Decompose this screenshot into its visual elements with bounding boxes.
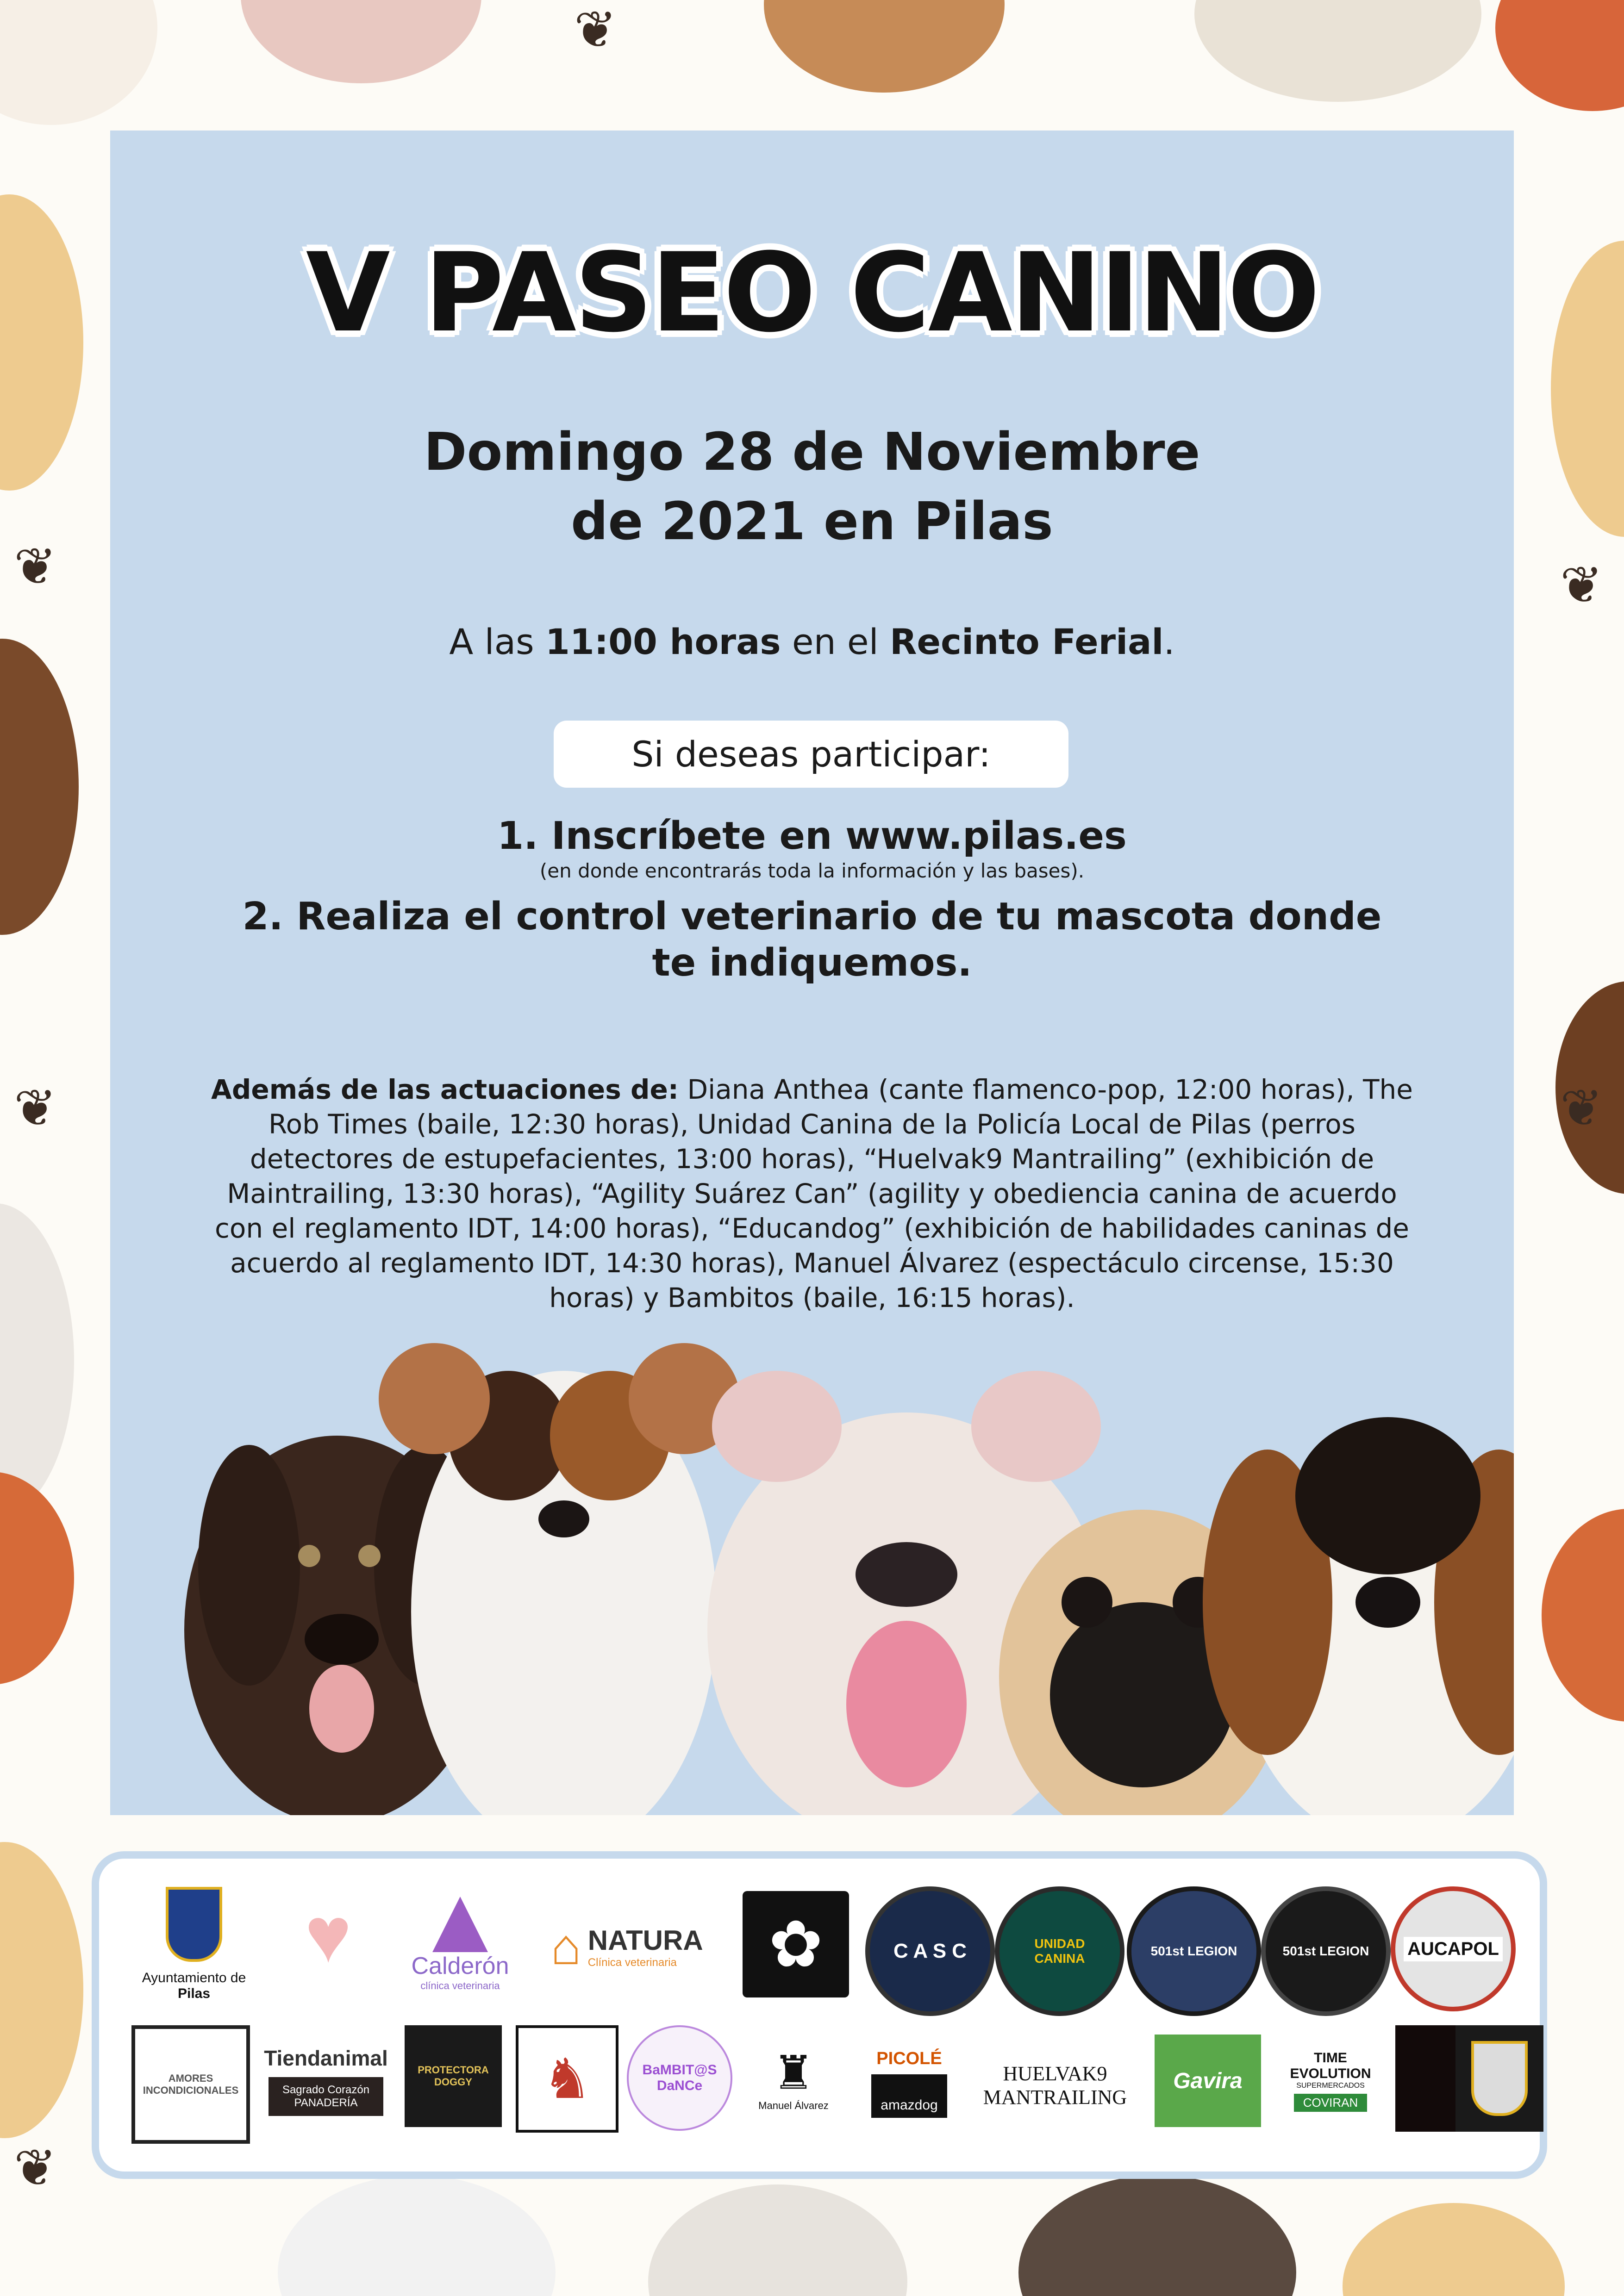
step-2 [110,894,1514,986]
event-title: V PASEO CANINO [306,230,1318,356]
paw-print-icon: ❦ [14,1078,57,1138]
background-dog-head [764,0,1005,93]
legion-text-2: 501st LEGION [1282,1944,1369,1958]
calderon-name: Calderón [411,1953,509,1979]
unidad-canina-logo [995,1886,1124,2016]
step-1-note: (en donde encontrarás toda la información y las bases). [539,859,1085,882]
acrobat-icon: ♜ [773,2047,814,2099]
date-line-2: de 2021 en Pilas [571,492,1053,552]
natura-logo [530,1900,724,1993]
panaderia-name: Sagrado Corazón PANADERÍA [269,2077,383,2116]
crest-icon [166,1887,222,1962]
background-dog-head [1495,0,1624,111]
ayuntamiento-town: Pilas [177,1986,211,2001]
protectora-text: PROTECTORA DOGGY [418,2064,489,2088]
time-prefix: A las [449,621,534,662]
event-time-place [110,621,1514,662]
legion-text-1: 501st LEGION [1150,1944,1237,1958]
performances-lead: Además de las actuaciones de: [211,1074,679,1105]
501st-legion-logo [1261,1886,1391,2016]
background-dog-head [1551,241,1624,537]
background-dog-head [0,639,79,935]
step-1 [110,813,1514,859]
background-dog-head [278,2175,556,2296]
time-suffix: . [1163,621,1175,662]
dog-outline-icon: ⌂ [550,1918,581,1975]
gavira-logo [1155,2035,1261,2127]
ayuntamiento-label [131,1970,256,2002]
tiendanimal-name: Tiendanimal [264,2046,388,2070]
background-dog-head [0,1203,74,1518]
unidad-canina-text: UNIDAD CANINA [1034,1936,1085,1966]
background-dog-head [648,2184,907,2296]
gavira-text: Gavira [1173,2068,1243,2093]
time-evolution-logo [1275,2035,1386,2127]
step-2-text: Realiza el control veterinario de tu mascota donde te indiquemos. [296,895,1382,985]
manuel-text: Manuel Álvarez [758,2099,829,2111]
event-time: 11:00 horas [545,621,781,662]
event-place: Recinto Ferial [889,621,1164,662]
poster-panel [110,131,1514,1815]
amores-incondicionales-logo [131,2025,250,2144]
manuel-alvarez-logo [747,2018,840,2139]
coviran-text: COVIRAN [1294,2094,1367,2112]
paw-circle-logo [743,1891,849,1997]
background-dog-head [1542,1509,1624,1722]
picole-amazdog-logo [858,2018,960,2148]
dancer-icon: ♞ [542,2047,592,2110]
time-middle: en el [792,621,879,662]
casc-logo [865,1886,995,2016]
step-1-number: 1. [497,814,538,858]
background-dog-head [0,1842,83,2138]
amazdog-text: amazdog [871,2074,947,2118]
participate-label: Si deseas participar: [554,721,1068,788]
bambitos-text: BaMBIT@S DaNCe [642,2062,717,2093]
tiendanimal-logo [256,2025,395,2136]
protectora-logo [405,2025,502,2127]
background-dog-head [1194,0,1481,102]
ayuntamiento-pilas-logo [131,1886,256,2002]
calderon-logo [395,1886,525,2002]
shield-icon [1471,2041,1528,2116]
background-dog-head [241,0,481,83]
huelvak9-logo [969,2044,1141,2127]
paw-print-icon: ❦ [1560,1078,1603,1138]
picole-text: PICOLÉ [876,2048,942,2068]
heart-icon: ♥ [305,1891,352,1979]
performances-text [203,1072,1421,1315]
natura-name: NATURA [587,1924,703,1956]
step-1-text: Inscríbete en www.pilas.es [551,814,1127,858]
background-dog-head [1018,2175,1296,2296]
huelvak9-line-2: MANTRAILING [983,2086,1127,2109]
ayuntamiento-prefix: Ayuntamiento de [142,1970,246,1985]
natura-sub: Clínica veterinaria [587,1956,677,1969]
paw-icon: ✿ [768,1907,823,1980]
time-evolution-sub: SUPERMERCADOS [1296,2081,1365,2090]
bambitos-logo [627,2025,732,2131]
spanish-garrison-logo [1127,1886,1261,2016]
background-dog-head [1343,2203,1565,2296]
performances-list: Diana Anthea (cante flamenco-pop, 12:00 horas), The Rob Times (baile, 12:30 horas), Unidad Canina de la Policía Local de Pilas (perros detectores de estupefacientes, 13:00 horas), “Huelvak9 Mantrailing” (exhibición de Maintrailing, 13:30 horas), “Agility Suárez Can” (agility y obediencia canina de acuerdo con el reglamento IDT, 14:00 horas), “Educandog” (exhibición de habilidades caninas de acuerdo al reglamento IDT, 14:30 horas), Manuel Álvarez (espectáculo circense, 15:30 horas) y Bambitos (baile, 16:15 horas). [215,1074,1413,1313]
time-evolution-name: TIME EVOLUTION [1290,2050,1371,2081]
aucapol-logo [1391,1886,1516,2011]
aucapol-text: AUCAPOL [1404,1937,1503,1961]
paw-print-icon: ❦ [14,2138,57,2197]
participation-steps [110,813,1514,986]
rob-times-logo [516,2025,618,2133]
calderon-sub: clínica veterinaria [420,1980,500,1991]
background-dog-head [0,1472,74,1685]
sponsors-box [92,1851,1547,2179]
origami-dog-icon [432,1897,488,1952]
background-dog-head [0,0,157,125]
heart-paws-logo [284,1891,372,1979]
amores-text: AMORES INCONDICIONALES [143,2072,239,2096]
casc-text: C A S C [893,1940,967,1962]
paw-print-icon: ❦ [1560,555,1603,615]
event-date [110,417,1514,556]
step-2-number: 2. [242,895,283,939]
puppies-photo [110,1343,1514,1815]
background-dog-head [0,194,83,491]
paw-print-icon: ❦ [14,537,57,596]
paw-print-icon: ❦ [574,0,617,59]
coat-of-arms-logo [1455,2025,1543,2132]
date-line-1: Domingo 28 de Noviembre [424,422,1200,482]
huelvak9-line-1: HUELVAK9 [1003,2062,1107,2085]
